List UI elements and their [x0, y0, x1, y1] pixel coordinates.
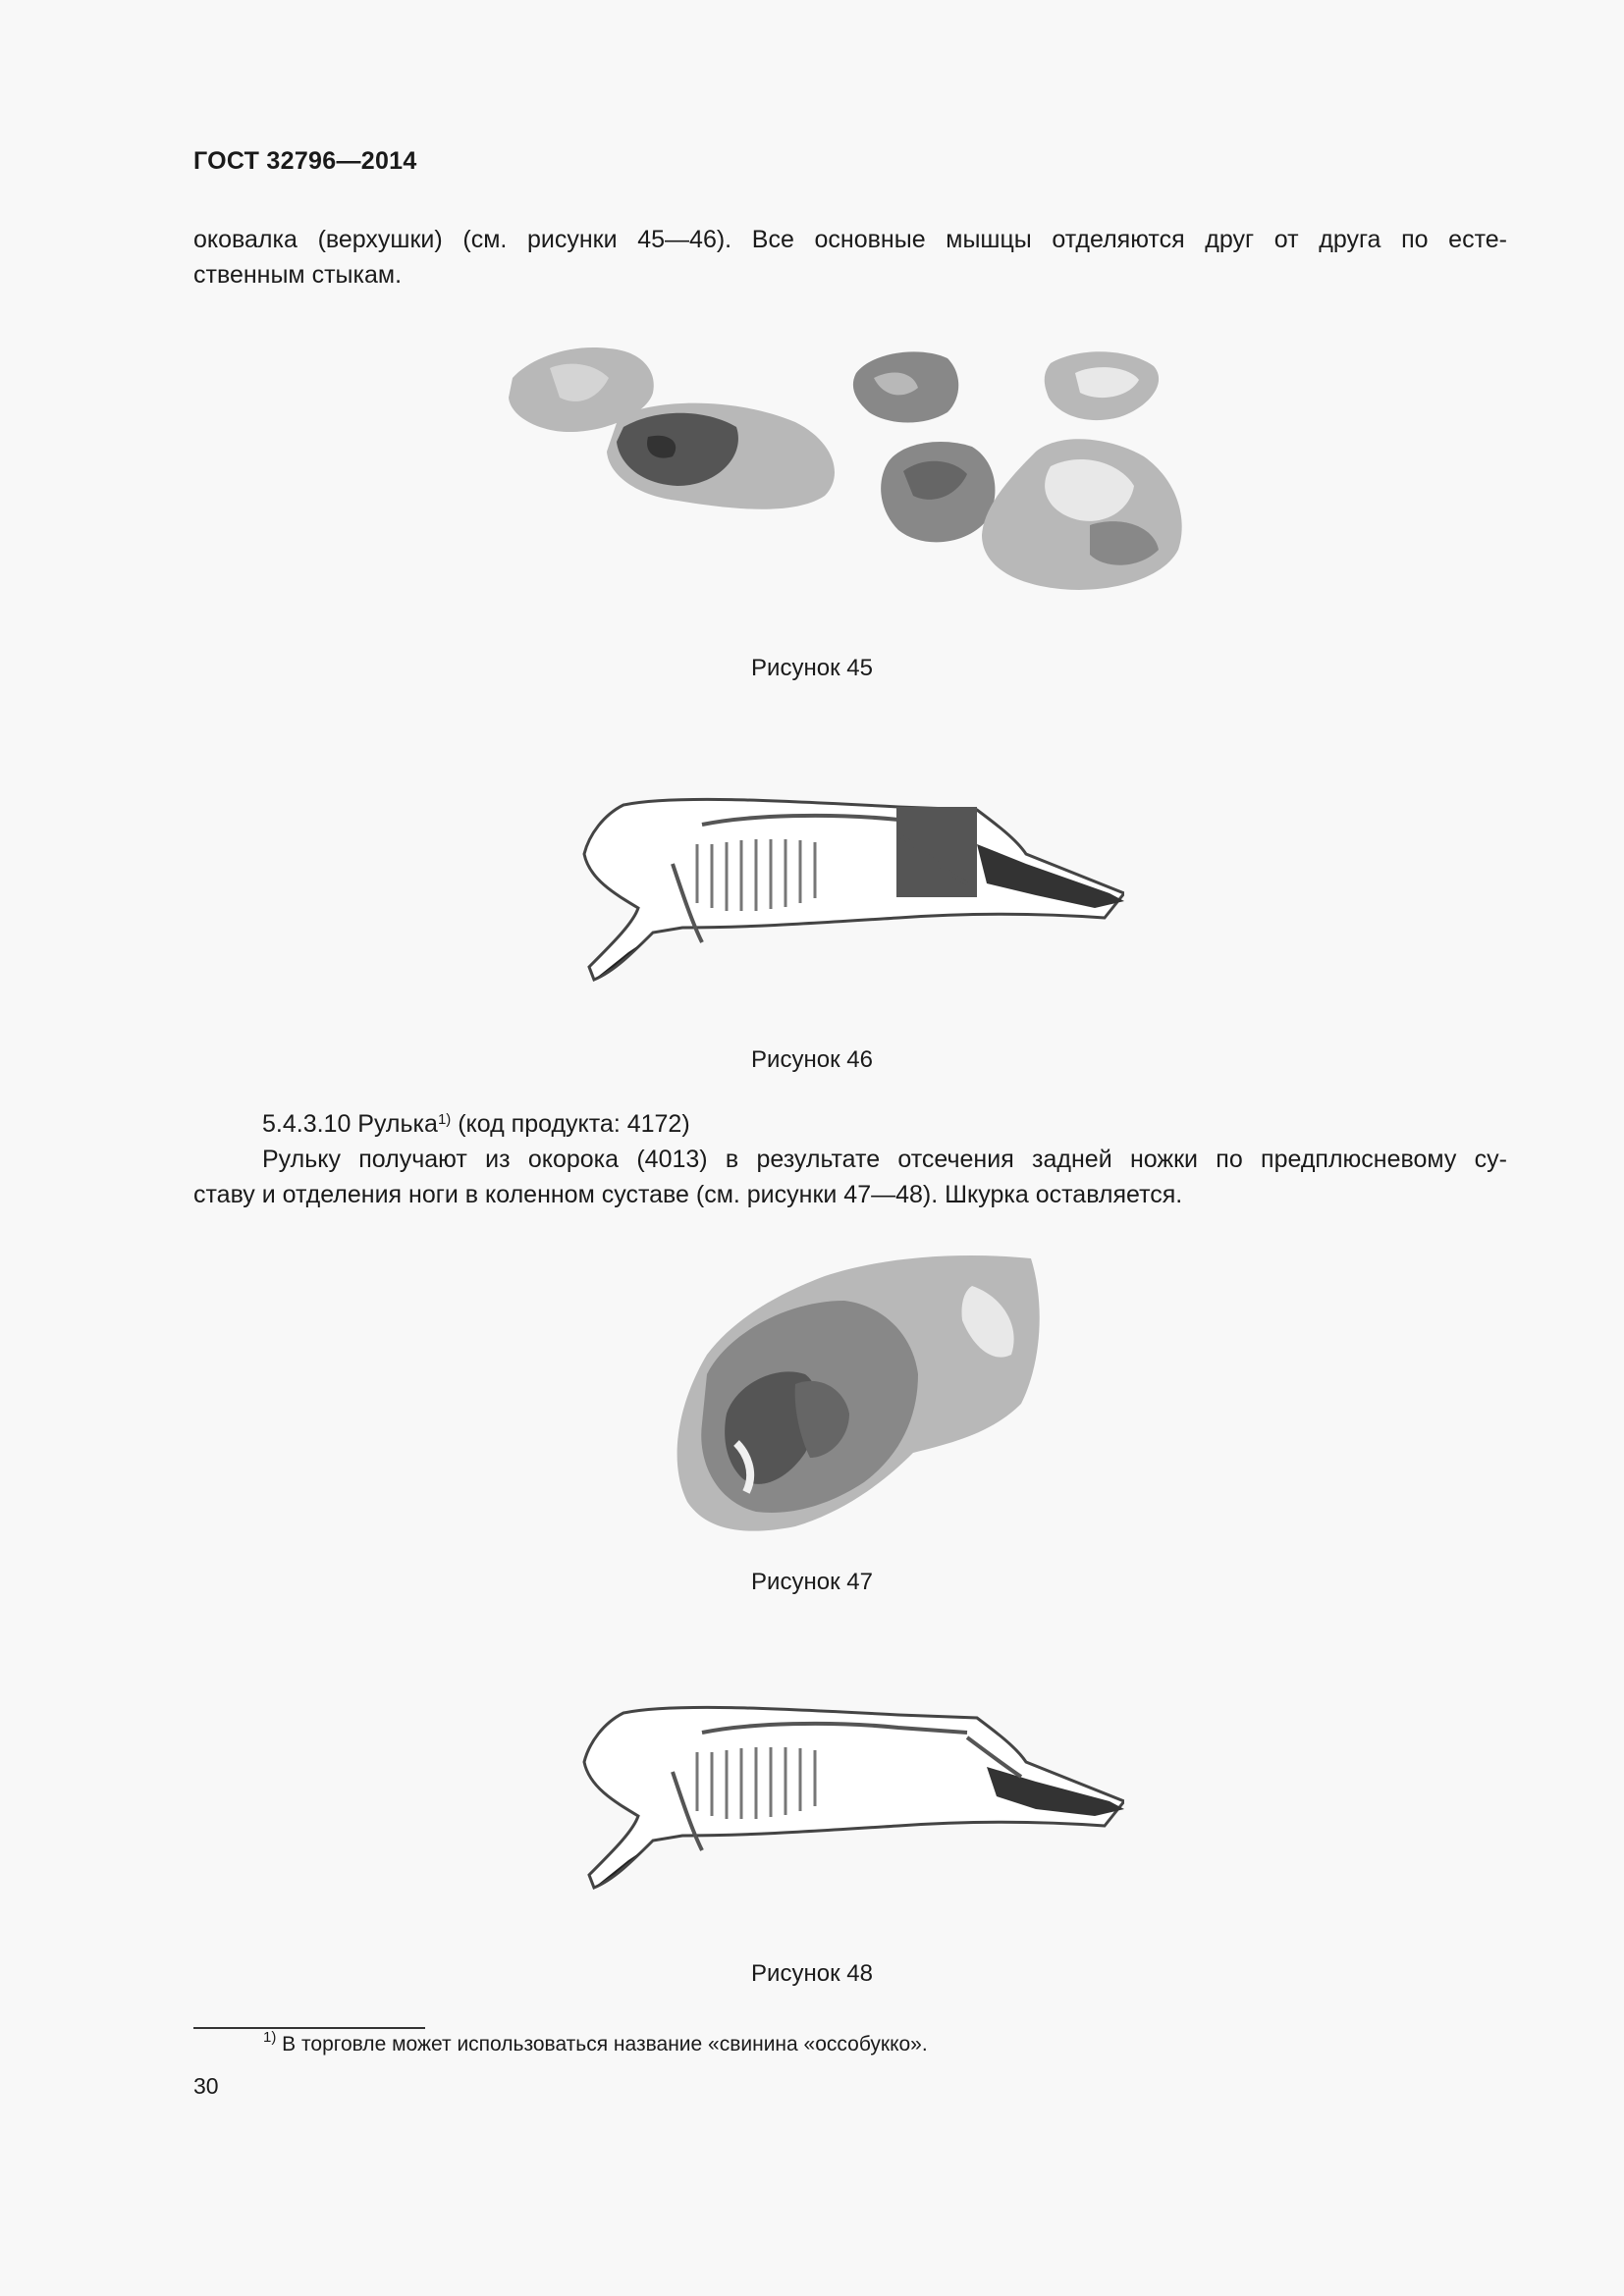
footnote-text: В торговле может использоваться название «свинина «оссобукко».	[276, 2033, 928, 2056]
intro-paragraph	[193, 222, 1507, 293]
footnote-mark: 1)	[263, 2029, 277, 2046]
section-line-2: ставу и отделения ноги в коленном суставе (см. рисунки 47—48). Шкурка оставляется.	[193, 1181, 1183, 1208]
figure-45-caption: Рисунок 45	[751, 655, 873, 681]
section-number-title: 5.4.3.10 Рулька	[262, 1110, 438, 1138]
section-paragraph	[193, 1106, 1507, 1212]
section-heading	[193, 1106, 1507, 1142]
meat-piece-3	[853, 351, 958, 422]
figure-46-carcass-diagram	[574, 785, 1124, 987]
intro-line-1: оковалка (верхушки) (см. рисунки 45—46). Все основные мышцы отделяются друг от друга по есте-	[193, 226, 1507, 253]
meat-piece-6	[982, 439, 1182, 590]
intro-line-2: ственным стыкам.	[193, 261, 403, 289]
meat-piece-2	[607, 403, 835, 509]
figure-47-shank-image	[648, 1247, 1051, 1541]
document-code: ГОСТ 32796—2014	[193, 147, 417, 175]
figure-47-caption: Рисунок 47	[751, 1569, 873, 1595]
figure-48-carcass-diagram	[574, 1693, 1124, 1895]
page-number: 30	[193, 2073, 219, 2099]
footnote-reference: 1)	[437, 1111, 452, 1128]
meat-piece-5	[881, 442, 995, 542]
product-code: (код продукта: 4172)	[451, 1110, 690, 1138]
section-line-1: Рульку получают из окорока (4013) в результате отсечения задней ножки по предплюсневому су-	[262, 1146, 1507, 1173]
meat-piece-4	[1045, 351, 1159, 420]
figure-45-meat-cuts-image	[501, 339, 1198, 618]
figure-46-caption: Рисунок 46	[751, 1046, 873, 1073]
figure-48-caption: Рисунок 48	[751, 1960, 873, 1987]
footnote	[263, 2029, 928, 2056]
footnote-divider	[193, 2027, 425, 2029]
